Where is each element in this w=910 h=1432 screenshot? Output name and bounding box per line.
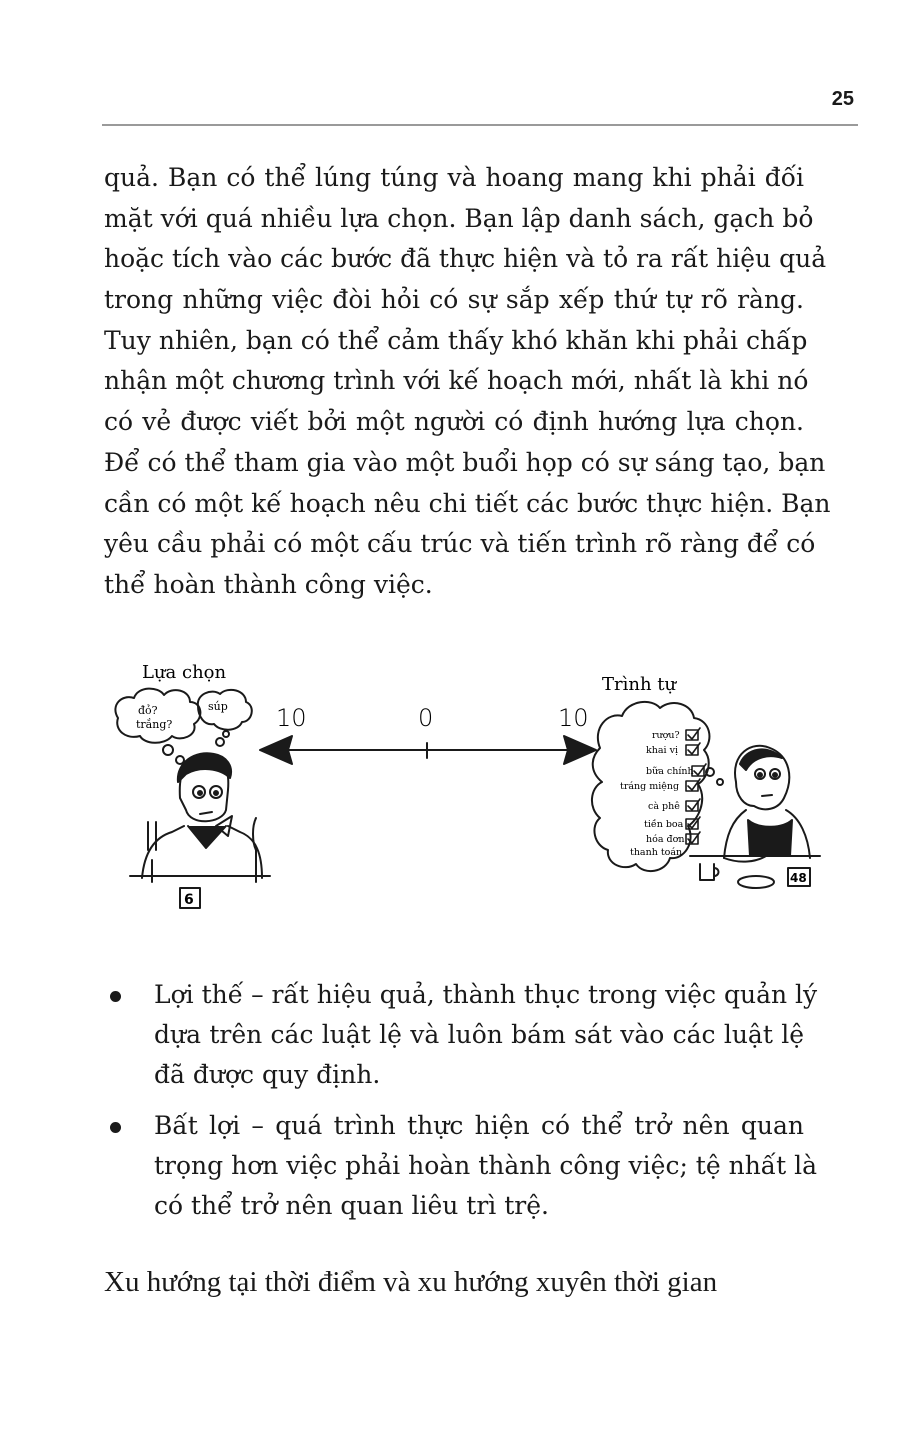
thought-dot xyxy=(223,731,229,737)
coffee-cup xyxy=(700,864,719,880)
bubble-soup: súp xyxy=(208,700,228,713)
label-sequence: Trình tự xyxy=(602,674,677,695)
table-number-right: 48 xyxy=(790,871,807,885)
header-rule xyxy=(102,124,858,126)
man-mouth xyxy=(200,812,212,814)
scale-label-center: 0 xyxy=(418,704,434,732)
woman-dress xyxy=(748,820,792,856)
paragraph-line: thể hoàn thành công việc. xyxy=(104,569,433,599)
body-paragraph xyxy=(104,158,831,606)
bullet-line: Bất lợi – quá trình thực hiện có thể trở nên quan xyxy=(154,1111,804,1140)
thought-dot xyxy=(717,779,723,785)
paragraph-line: Để có thể tham gia vào một buổi họp có sự sáng tạo, bạn xyxy=(104,447,826,477)
man-hair xyxy=(178,753,231,782)
bullet-line: dựa trên các luật lệ và luôn bám sát vào các luật lệ xyxy=(154,1020,804,1049)
scale-label-left: 10 xyxy=(276,704,307,732)
bullet-dot xyxy=(110,991,121,1002)
table-number-left: 6 xyxy=(184,892,194,908)
right-arrowhead xyxy=(564,736,596,764)
scale-label-right: 10 xyxy=(558,704,589,732)
bullet-list xyxy=(104,975,818,1237)
thought-dot xyxy=(216,738,224,746)
checklist-item: tiền boa xyxy=(644,819,684,830)
checklist-item: khai vị xyxy=(646,745,679,756)
section-heading: Xu hướng tại thời điểm và xu hướng xuyên thời gian xyxy=(104,1266,718,1298)
bullet-line: có thể trở nên quan liêu trì trệ. xyxy=(154,1191,549,1220)
woman-mouth xyxy=(762,795,772,796)
paragraph-line: yêu cầu phải có một cấu trúc và tiến trình rõ ràng để có xyxy=(104,529,816,559)
label-choice: Lựa chọn xyxy=(142,662,227,683)
bullet-advantage xyxy=(104,975,818,1095)
checklist-item: tráng miệng xyxy=(620,781,680,792)
page-number: 25 xyxy=(831,88,854,110)
bullet-disadvantage xyxy=(104,1106,818,1226)
man-knife xyxy=(253,818,256,882)
checklist-item: hóa đơn xyxy=(646,834,685,845)
bubble-white: trắng? xyxy=(136,718,173,731)
paragraph-line: nhận một chương trình với kế hoạch mới, nhất là khi nó xyxy=(104,366,809,396)
checklist-item: thanh toán xyxy=(630,847,683,858)
paragraph-line: trong những việc đòi hỏi có sự sắp xếp thứ tự rõ ràng. xyxy=(104,285,804,315)
thought-dot xyxy=(163,745,173,755)
bullet-line: trọng hơn việc phải hoàn thành công việc; tệ nhất là xyxy=(154,1151,818,1180)
paragraph-line: mặt với quá nhiều lựa chọn. Bạn lập danh sách, gạch bỏ xyxy=(104,203,814,233)
choice-sequence-illustration xyxy=(100,650,825,920)
paragraph-line: có vẻ được viết bởi một người có định hướng lựa chọn. xyxy=(104,407,804,437)
saucer xyxy=(738,876,774,888)
checklist-item: rượu? xyxy=(652,730,680,741)
illustration-drawing xyxy=(100,650,825,920)
bullet-dot xyxy=(110,1122,121,1133)
paragraph-line: cần có một kế hoạch nêu chi tiết các bước thực hiện. Bạn xyxy=(104,488,831,518)
bullet-line: đã được quy định. xyxy=(154,1060,381,1089)
paragraph-line: quả. Bạn có thể lúng túng và hoang mang khi phải đối xyxy=(104,163,804,192)
checklist-item: bữa chính xyxy=(646,766,694,777)
paragraph-line: hoặc tích vào các bước đã thực hiện và tỏ ra rất hiệu quả xyxy=(104,244,827,274)
paragraph-line: Tuy nhiên, bạn có thể cảm thấy khó khăn khi phải chấp xyxy=(104,325,808,355)
left-thought-cloud xyxy=(115,689,200,743)
bubble-red: đỏ? xyxy=(138,704,158,717)
bullet-line: Lợi thế – rất hiệu quả, thành thục trong việc quản lý xyxy=(154,980,818,1009)
woman-hair xyxy=(740,749,782,770)
checklist-item: cà phê xyxy=(648,801,680,812)
left-arrowhead xyxy=(260,736,292,764)
